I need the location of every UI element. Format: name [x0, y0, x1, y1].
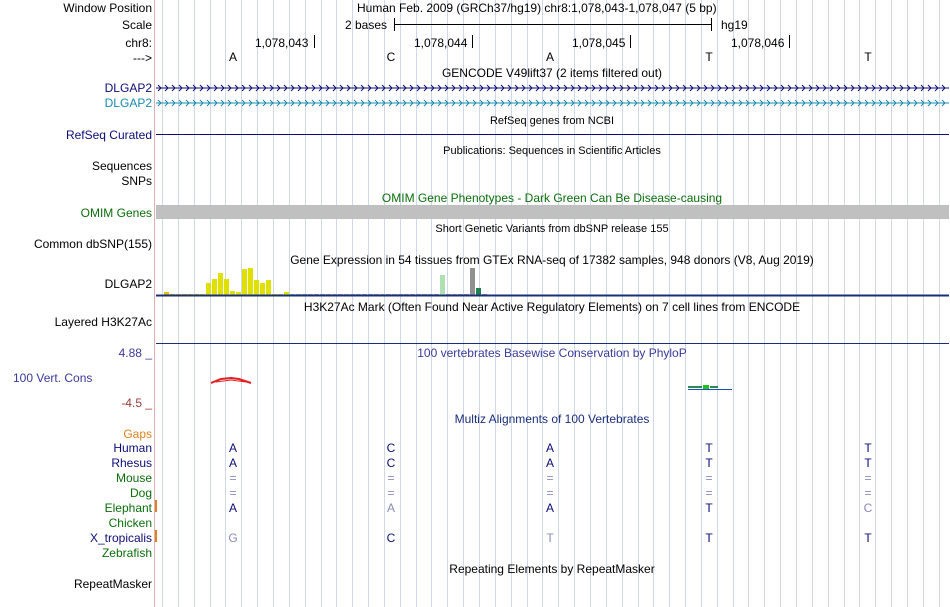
gtex-tissue-bar	[242, 269, 247, 295]
alignment-base: T	[864, 531, 872, 545]
publications-label[interactable]: Sequences	[91, 159, 152, 173]
alignment-base: A	[545, 441, 554, 455]
scale-label: Scale	[121, 18, 152, 32]
conservation-track-title[interactable]: 100 vertebrates Basewise Conservation by PhyloP	[417, 346, 687, 360]
gtex-tissue-bar	[254, 280, 259, 295]
ruler-tick	[789, 35, 790, 48]
alignment-base: T	[705, 501, 713, 515]
label-separator	[154, 0, 155, 607]
h3k27ac-baseline	[156, 343, 949, 344]
gtex-tissue-bar	[248, 268, 253, 295]
dbsnp-track-title[interactable]: Short Genetic Variants from dbSNP release 155	[435, 223, 669, 235]
scale-bar-right-tick	[711, 18, 712, 31]
alignment-base: A	[386, 501, 395, 515]
alignment-base: A	[545, 501, 554, 515]
species-label[interactable]: Chicken	[108, 516, 152, 530]
ruler-position: 1,078,043	[255, 36, 309, 50]
gtex-tissue-bar	[206, 283, 211, 295]
gtex-tissue-bar	[470, 268, 475, 295]
ruler-position: 1,078,045	[572, 36, 626, 50]
window-position-label: Window Position	[63, 1, 152, 15]
omim-label[interactable]: OMIM Genes	[80, 206, 152, 220]
multiz-gaps-label: Gaps	[123, 427, 152, 441]
h3k27ac-label[interactable]: Layered H3K27Ac	[54, 315, 152, 329]
alignment-base: =	[864, 471, 872, 485]
alignment-base: C	[386, 441, 396, 455]
alignment-base: A	[228, 456, 237, 470]
sequence-base: A	[545, 50, 554, 64]
conservation-signal	[688, 385, 732, 393]
gtex-label[interactable]: DLGAP2	[104, 277, 152, 291]
alignment-base: T	[705, 531, 713, 545]
sequence-base: T	[705, 50, 713, 64]
gtex-tissue-bar	[266, 280, 271, 295]
conservation-peak	[211, 377, 251, 385]
alignment-base: =	[387, 471, 395, 485]
conservation-label[interactable]: 100 Vert. Cons	[13, 371, 93, 385]
alignment-base: T	[705, 456, 713, 470]
alignment-base: T	[705, 441, 713, 455]
h3k27ac-track-title[interactable]: H3K27Ac Mark (Often Found Near Active Regulatory Elements) on 7 cell lines from ENCODE	[303, 300, 801, 314]
ruler-tick	[630, 35, 631, 48]
gtex-tissue-bar	[212, 279, 217, 295]
alignment-base: C	[863, 501, 873, 515]
gtex-track-title[interactable]: Gene Expression in 54 tissues from GTEx RNA-seq of 17382 samples, 948 donors (V8, Aug 2019)	[290, 253, 814, 267]
refseq-track-title[interactable]: RefSeq genes from NCBI	[489, 115, 615, 127]
dbsnp-label[interactable]: Common dbSNP(155)	[33, 237, 152, 251]
repeatmasker-track-title[interactable]: Repeating Elements by RepeatMasker	[449, 562, 655, 576]
assembly-label: hg19	[721, 18, 748, 32]
gtex-tissue-bar	[218, 273, 223, 295]
gap-marker	[155, 530, 157, 542]
alignment-base: C	[386, 531, 396, 545]
alignment-base: =	[229, 486, 237, 500]
sequence-base: C	[386, 50, 396, 64]
alignment-base: A	[545, 456, 554, 470]
gtex-tissue-bar	[440, 275, 445, 295]
refseq-label[interactable]: RefSeq Curated	[65, 128, 152, 142]
alignment-base: =	[864, 486, 872, 500]
conservation-min-label: -4.5 _	[121, 396, 152, 410]
alignment-base: =	[387, 486, 395, 500]
sequence-base: A	[228, 50, 237, 64]
ruler-tick	[314, 35, 315, 48]
alignment-base: =	[229, 471, 237, 485]
sequence-base: T	[864, 50, 872, 64]
alignment-base: =	[546, 471, 554, 485]
omim-track-title[interactable]: OMIM Gene Phenotypes - Dark Green Can Be Disease-causing	[381, 191, 723, 205]
alignment-base: T	[864, 441, 872, 455]
alignment-base: =	[705, 471, 713, 485]
gencode-gene-feature[interactable]	[156, 84, 950, 92]
species-label[interactable]: Human	[113, 441, 152, 455]
alignment-base: A	[228, 501, 237, 515]
publications-track-title[interactable]: Publications: Sequences in Scientific Articles	[443, 145, 661, 157]
gap-marker	[155, 500, 157, 512]
gencode-item-label[interactable]: DLGAP2	[104, 81, 152, 95]
ruler-position: 1,078,044	[414, 36, 468, 50]
gencode-gene-feature[interactable]	[156, 99, 950, 107]
chrom-label: chr8:	[125, 36, 152, 50]
alignment-base: A	[228, 441, 237, 455]
alignment-base: =	[705, 486, 713, 500]
alignment-base: C	[386, 456, 396, 470]
repeatmasker-label[interactable]: RepeatMasker	[73, 577, 152, 591]
gtex-tissue-bar	[260, 283, 265, 295]
scale-bar	[394, 24, 711, 25]
strand-label: --->	[133, 51, 152, 65]
species-label[interactable]: Rhesus	[111, 456, 152, 470]
alignment-base: T	[546, 531, 554, 545]
gencode-track-title[interactable]: GENCODE V49lift37 (2 items filtered out)	[441, 66, 663, 80]
snps-label[interactable]: SNPs	[121, 174, 152, 188]
species-label[interactable]: Mouse	[115, 471, 152, 485]
scale-bar-left-tick	[394, 18, 395, 31]
species-label[interactable]: Elephant	[104, 501, 152, 515]
gtex-tissue-bar	[230, 291, 235, 295]
multiz-track-title[interactable]: Multiz Alignments of 100 Vertebrates	[454, 412, 650, 426]
scale-value: 2 bases	[345, 18, 388, 32]
gtex-tissue-bar	[224, 279, 229, 295]
species-label[interactable]: Dog	[129, 486, 152, 500]
refseq-gene-line[interactable]	[156, 134, 949, 135]
ruler-tick	[472, 35, 473, 48]
conservation-max-label: 4.88 _	[118, 346, 152, 360]
gencode-item-label[interactable]: DLGAP2	[104, 96, 152, 110]
window-position-value: Human Feb. 2009 (GRCh37/hg19) chr8:1,078,043-1,078,047 (5 bp)	[357, 1, 717, 15]
omim-feature-bar[interactable]	[156, 205, 949, 219]
alignment-base: =	[546, 486, 554, 500]
ruler-position: 1,078,046	[731, 36, 785, 50]
alignment-base: T	[864, 456, 872, 470]
gtex-bar-chart[interactable]	[156, 267, 950, 297]
species-label[interactable]: X_tropicalis	[89, 531, 152, 545]
alignment-base: G	[228, 531, 238, 545]
gtex-tissue-bar	[476, 288, 481, 295]
species-label[interactable]: Zebrafish	[101, 546, 152, 560]
